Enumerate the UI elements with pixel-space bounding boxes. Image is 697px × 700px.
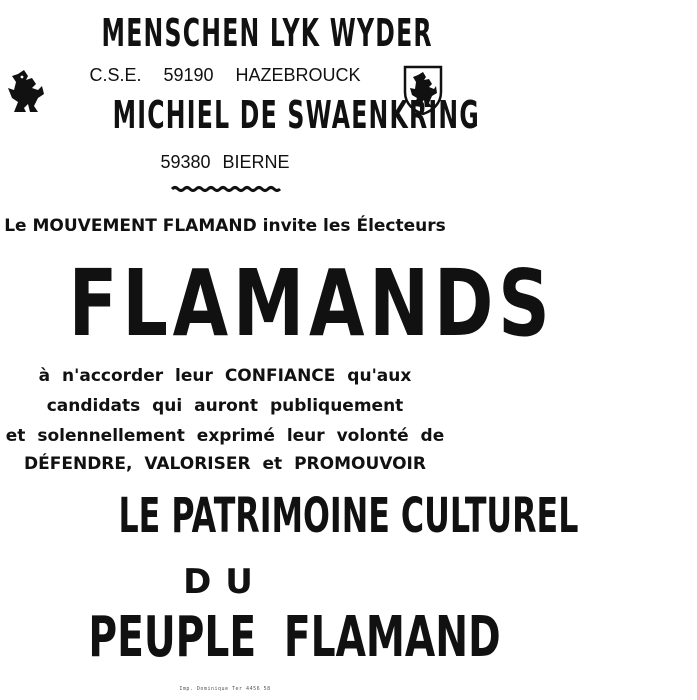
org1-name: MENSCHEN LYK WYDER	[101, 11, 433, 55]
body-line-3: et solennellement exprimé leur volonté de	[5, 426, 445, 446]
body-line-1: à n'accorder leur CONFIANCE qu'aux	[38, 366, 412, 386]
slogan-line-2: DU	[183, 562, 267, 602]
org2-city: BIERNE	[222, 152, 290, 172]
slogan-line-1: LE PATRIMOINE CULTUREL	[118, 488, 579, 544]
wavy-divider	[172, 186, 280, 192]
body-line-2: candidats qui auront publiquement	[46, 396, 404, 416]
org2-postcode: 59380	[160, 152, 211, 172]
slogan-line-3: PEUPLE FLAMAND	[88, 605, 501, 670]
printer-note: Imp. Dominique Ter 4456 58	[179, 686, 271, 692]
org1-address	[0, 66, 450, 84]
headline: FLAMANDS	[68, 250, 555, 357]
org1-city: HAZEBROUCK	[235, 65, 361, 85]
org2-address	[0, 153, 450, 171]
invite-line: Le MOUVEMENT FLAMAND invite les Électeurs	[4, 216, 446, 236]
org2-name: MICHIEL DE SWAENKRING	[112, 93, 480, 137]
org1-postcode: 59190	[163, 65, 214, 85]
body-line-4: DÉFENDRE, VALORISER et PROMOUVOIR	[24, 454, 426, 474]
org1-code: C.S.E.	[89, 65, 142, 85]
